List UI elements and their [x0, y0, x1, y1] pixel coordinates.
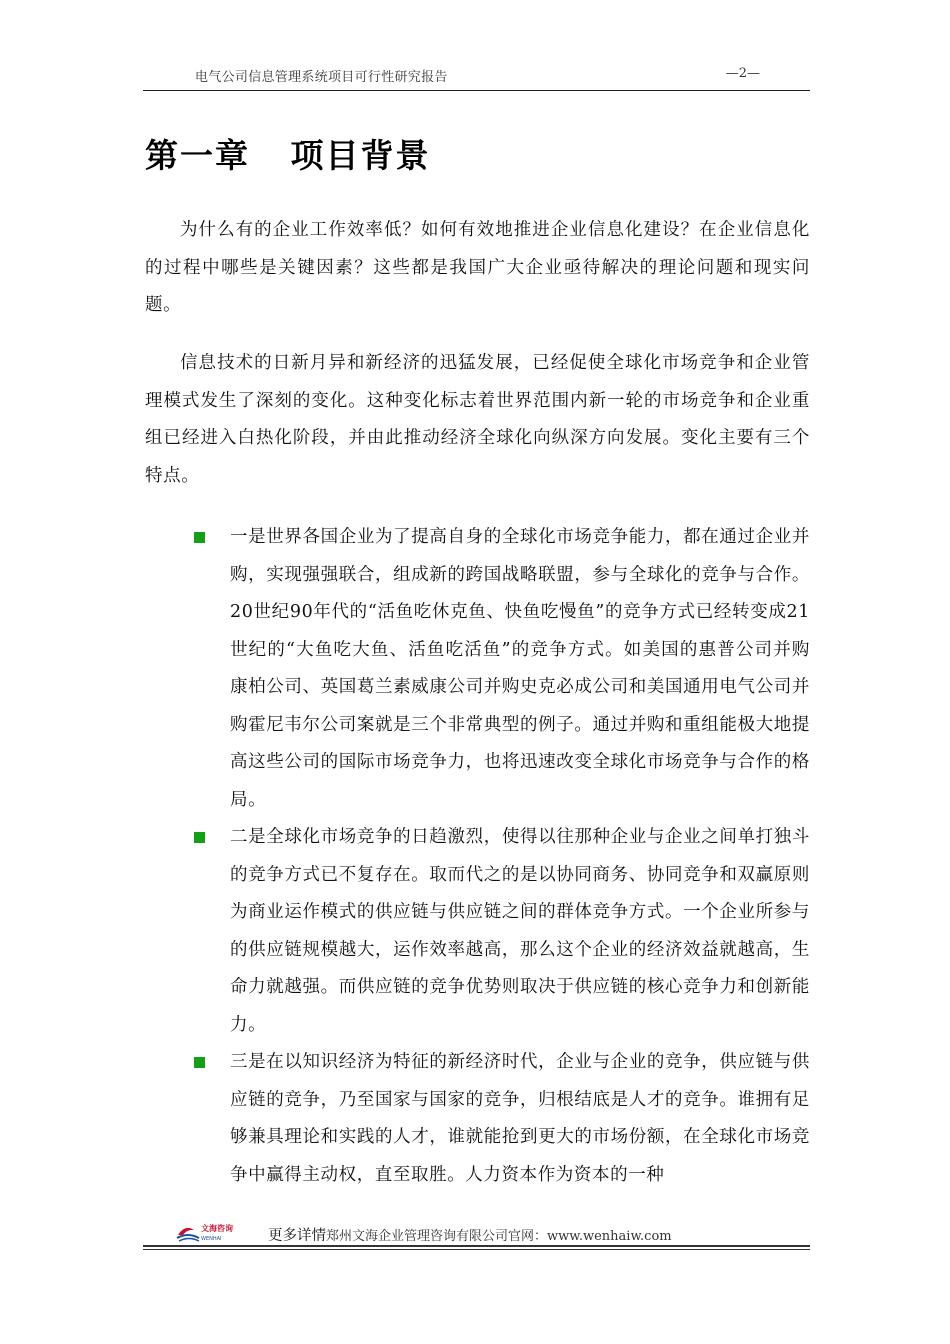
bullet-item-1 — [194, 519, 810, 819]
header-page-number: —2— — [725, 66, 760, 81]
bullet-text-3: 三是在以知识经济为特征的新经济时代，企业与企业的竞争，供应链与供应链的竞争，乃至国家与国家的竞争，归根结底是人才的竞争。谁拥有足够兼具理论和实践的人才，谁就能抢到更大的市场份额，在全球化市场竞争中赢得主动权，直至取胜。人力资本作为资本的一种 — [230, 1052, 810, 1185]
paragraph-1: 为什么有的企业工作效率低？如何有效地推进企业信息化建设？在企业信息化的过程中哪些是关键因素？这些都是我国广大企业亟待解决的理论问题和现实问题。 — [145, 220, 810, 315]
footer-rule — [143, 1249, 810, 1250]
svg-text:WENHAI: WENHAI — [201, 1236, 222, 1242]
bullet-item-2 — [194, 819, 810, 1044]
bullet-text-1: 一是世界各国企业为了提高自身的全球化市场竞争能力，都在通过企业并购，实现强强联合，组成新的跨国战略联盟，参与全球化的竞争与合作。20世纪90年代的“活鱼吃休克鱼、快鱼吃慢鱼”的竞争方式已经转变成21世纪的“大鱼吃大鱼、活鱼吃活鱼”的竞争方式。如美国的惠普公司并购康柏公司、英国葛兰素威康公司并购史克必成公司和美国通用电气公司并购霍尼韦尔公司案就是三个非常典型的例子。通过并购和重组能极大地提高这些公司的国际市场竞争力，也将迅速改变全球化市场竞争与合作的格局。 — [230, 527, 810, 810]
page-footer — [143, 1218, 810, 1252]
footer-text — [268, 1224, 672, 1245]
bullet-text-2: 二是全球化市场竞争的日趋激烈，使得以往那种企业与企业之间单打独斗的竞争方式已不复存在。取而代之的是以协同商务、协同竞争和双赢原则为商业运作模式的供应链与供应链之间的群体竞争方式。一个企业所参与的供应链规模越大，运作效率越高，那么这个企业的经济效益就越高，生命力就越强。而供应链的竞争优势则取决于供应链的核心竞争力和创新能力。 — [230, 827, 810, 1035]
bullet-square-icon — [194, 532, 205, 543]
footer-prefix: 更多详情 — [268, 1228, 326, 1244]
page-header — [143, 64, 810, 91]
wenhai-logo-icon — [175, 1220, 237, 1244]
paragraph-2: 信息技术的日新月异和新经济的迅猛发展，已经促使全球化市场竞争和企业管理模式发生了深刻的变化。这种变化标志着世界范围内新一轮的市场竞争和企业重组已经进入白热化阶段，并由此推动经济全球化向纵深方向发展。变化主要有三个特点。 — [145, 353, 810, 486]
bullet-square-icon — [194, 832, 205, 843]
svg-text:文海咨询: 文海咨询 — [201, 1224, 233, 1233]
footer-rule — [143, 1245, 810, 1247]
header-title: 电气公司信息管理系统项目可行性研究报告 — [195, 70, 448, 85]
chapter-title: 第一章 项目背景 — [145, 136, 431, 175]
bullet-item-3 — [194, 1044, 810, 1194]
footer-company-url: 郑州文海企业管理咨询有限公司官网：www.wenhaiw.com — [326, 1229, 672, 1244]
bullet-square-icon — [194, 1057, 205, 1068]
